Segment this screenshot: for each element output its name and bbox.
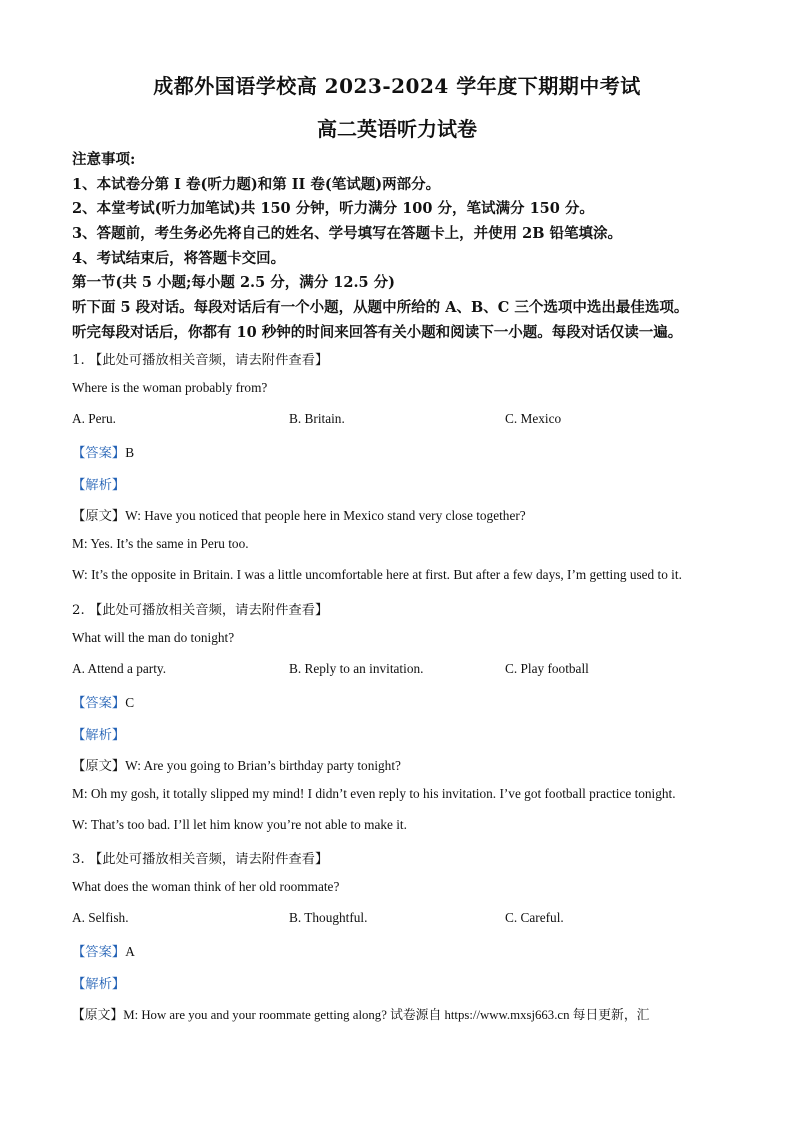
question-1-option-c: C. Mexico [505, 411, 562, 426]
answer-value: B [125, 445, 135, 460]
question-3-transcript-1: 【原文】M: How are you and your roommate getting along? 试卷源自 https://www.mxsj663.cn 每日更新，汇 [72, 1008, 650, 1022]
answer-tag: 【答案】 [72, 944, 126, 959]
question-3-option-c: C. Careful. [505, 910, 564, 925]
answer-value: A [125, 944, 135, 959]
note-item-2: 2、本堂考试(听力加笔试)共 150 分钟，听力满分 100 分，笔试满分 150 分。 [72, 200, 594, 217]
question-3-option-b: B. Thoughtful. [289, 910, 368, 925]
question-3-option-a: A. Selfish. [72, 910, 129, 925]
question-1-transcript-3: W: It’s the opposite in Britain. I was a little uncomfortable here at first. But after a few days, I’m getting used to it. [72, 567, 682, 582]
answer-value: C [125, 695, 135, 710]
answer-tag: 【答案】 [72, 445, 126, 460]
question-2-transcript-3: W: That’s too bad. I’ll let him know you’re not able to make it. [72, 817, 407, 832]
question-3-text: What does the woman think of her old roommate? [72, 879, 340, 894]
question-3-analysis-tag: 【解析】 [72, 977, 126, 992]
note-item-3: 3、答题前，考生务必先将自己的姓名、学号填写在答题卡上，并使用 2B 铅笔填涂。 [72, 225, 623, 242]
question-1-transcript-1: 【原文】W: Have you noticed that people here in Mexico stand very close together? [72, 508, 526, 523]
question-1-answer [72, 442, 134, 461]
notes-heading: 注意事项: [72, 151, 136, 168]
exam-subtitle: 高二英语听力试卷 [317, 117, 477, 141]
answer-tag: 【答案】 [72, 695, 126, 710]
question-2-answer [72, 692, 134, 711]
question-2-audio-prompt: 2. 【此处可播放相关音频，请去附件查看】 [72, 603, 329, 618]
exam-title: 成都外国语学校高 2023-2024 学年度下期期中考试 [153, 74, 641, 98]
note-item-4: 4、考试结束后，将答题卡交回。 [72, 250, 286, 267]
question-3-answer [72, 941, 135, 960]
question-2-option-c: C. Play football [505, 661, 589, 676]
question-2-option-a: A. Attend a party. [72, 661, 167, 676]
question-1-transcript-2: M: Yes. It’s the same in Peru too. [72, 536, 249, 551]
question-1-option-b: B. Britain. [289, 411, 345, 426]
question-2-transcript-2: M: Oh my gosh, it totally slipped my mind! I didn’t even reply to his invitation. I’ve got football practice tonight. [72, 786, 676, 801]
question-2-analysis-tag: 【解析】 [72, 728, 126, 743]
question-1-audio-prompt: 1. 【此处可播放相关音频，请去附件查看】 [72, 353, 329, 368]
question-1-text: Where is the woman probably from? [72, 380, 268, 395]
question-2-transcript-1: 【原文】W: Are you going to Brian’s birthday party tonight? [72, 758, 401, 773]
question-2-option-b: B. Reply to an invitation. [289, 661, 424, 676]
question-1-option-a: A. Peru. [72, 411, 116, 426]
section-instruction-1: 听下面 5 段对话。每段对话后有一个小题，从题中所给的 A、B、C 三个选项中选出最佳选项。 [72, 299, 689, 316]
question-3-audio-prompt: 3. 【此处可播放相关音频，请去附件查看】 [72, 852, 329, 867]
question-2-text: What will the man do tonight? [72, 630, 235, 645]
section-instruction-2: 听完每段对话后，你都有 10 秒钟的时间来回答有关小题和阅读下一小题。每段对话仅读一遍。 [72, 324, 683, 341]
note-item-1: 1、本试卷分第 I 卷(听力题)和第 II 卷(笔试题)两部分。 [72, 176, 441, 193]
section-heading: 第一节(共 5 小题;每小题 2.5 分，满分 12.5 分) [72, 274, 395, 291]
question-1-analysis-tag: 【解析】 [72, 478, 126, 493]
